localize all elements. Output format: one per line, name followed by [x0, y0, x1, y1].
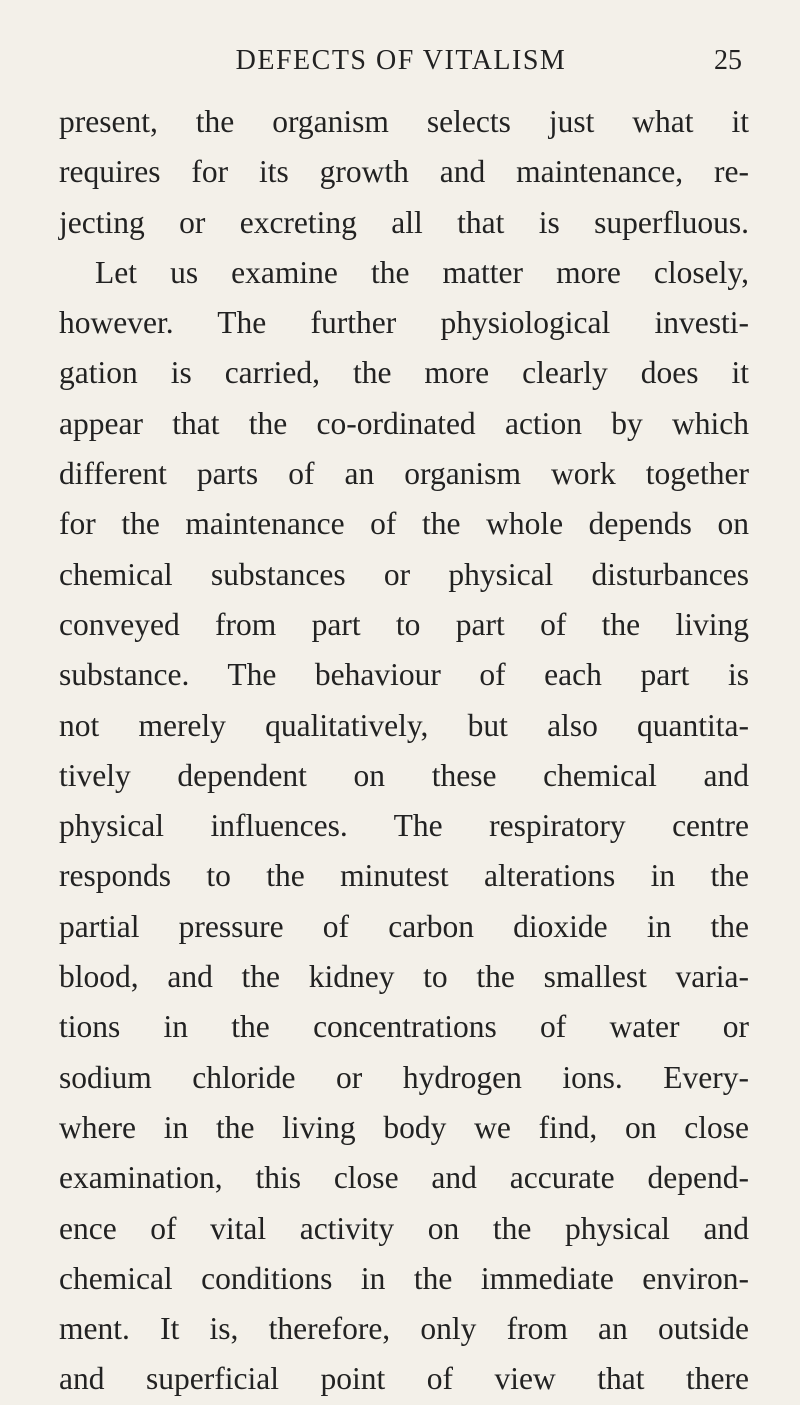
text-line: present, the organism selects just what it: [59, 104, 749, 139]
body-text: [59, 97, 749, 1405]
text-line: where in the living body we find, on close: [59, 1109, 749, 1145]
text-line: physical influences. The respiratory centre: [59, 808, 749, 844]
running-header: [60, 45, 742, 85]
text-line: requires for its growth and maintenance, re-: [59, 154, 749, 190]
text-line: ment. It is, therefore, only from an outside: [59, 1311, 749, 1347]
page-number: 25: [714, 45, 742, 76]
text-line: substance. The behaviour of each part is: [59, 657, 749, 693]
text-line: and superficial point of view that there: [59, 1361, 749, 1397]
text-line: sodium chloride or hydrogen ions. Every-: [59, 1059, 749, 1095]
text-line: partial pressure of carbon dioxide in the: [59, 908, 749, 944]
text-line: gation is carried, the more clearly does it: [59, 355, 749, 391]
text-line: appear that the co-ordinated action by which: [59, 405, 749, 441]
text-line: examination, this close and accurate depend-: [59, 1160, 749, 1196]
text-line: for the maintenance of the whole depends on: [59, 506, 749, 542]
text-line: however. The further physiological investi-: [59, 305, 749, 341]
text-line: tively dependent on these chemical and: [59, 757, 749, 793]
text-line: blood, and the kidney to the smallest varia-: [59, 959, 749, 995]
text-line: conveyed from part to part of the living: [59, 606, 749, 642]
text-line: not merely qualitatively, but also quantita-: [59, 707, 749, 743]
running-head-title: DEFECTS OF VITALISM: [235, 45, 567, 76]
paragraph-first-line: Let us examine the matter more closely,: [95, 254, 749, 290]
text-line: responds to the minutest alterations in the: [59, 858, 749, 894]
text-line: tions in the concentrations of water or: [59, 1009, 749, 1045]
text-line: chemical substances or physical disturbances: [59, 556, 749, 592]
text-line: ence of vital activity on the physical and: [59, 1210, 749, 1246]
text-line: different parts of an organism work together: [59, 456, 749, 492]
text-line: chemical conditions in the immediate environ-: [59, 1260, 749, 1296]
text-line: jecting or excreting all that is superfluous.: [59, 204, 749, 240]
